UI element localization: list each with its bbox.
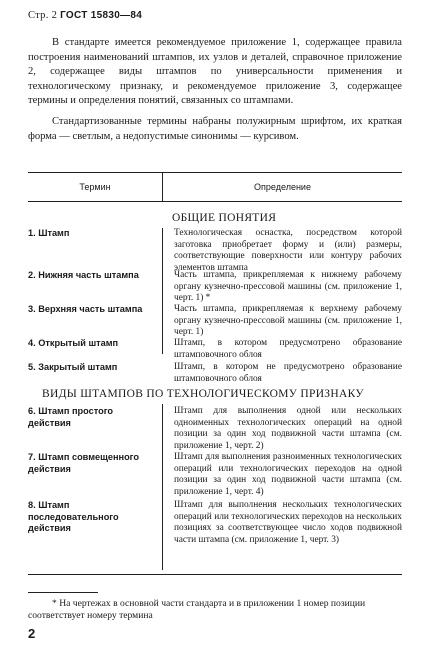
term-definition: Технологическая оснастка, посредством которой заготовка приобретает форму и (или) размеры, соответствующие поверхности или контуру рабочих элементов штампа [174, 228, 402, 273]
term-definition: Штамп для выполнения разноименных технологических операций или технологических переходов на одной позиции за один ход подвижной части штампа (см. приложение 1, черт. 4) [174, 452, 402, 497]
table-bottom-rule [28, 574, 402, 575]
term-name: 5. Закрытый штамп [28, 362, 118, 372]
term-definition: Штамп, в котором не предусмотрено образование штамповочного облоя [174, 362, 402, 384]
term-definition: Штамп для выполнения нескольких технологических операций или технологических переходов на нескольких позициях за соответствующее число ходов подвижной части штампа (см. приложение 1, черт. 3) [174, 500, 402, 545]
term-definition: Часть штампа, прикрепляемая к нижнему рабочему органу кузнечно-прессовой машины (см. приложение 1, черт. 1) * [174, 270, 402, 304]
term-name: 8. Штамп последовательного действия [28, 500, 119, 534]
page-header [28, 10, 142, 21]
section-title-types: ВИДЫ ШТАМПОВ ПО ТЕХНОЛОГИЧЕСКОМУ ПРИЗНАКУ [42, 388, 364, 400]
column-divider-general [162, 228, 163, 354]
term-name: 7. Штамп совмещенного действия [28, 452, 139, 474]
intro-text [28, 36, 402, 150]
table-header [28, 172, 402, 202]
term-definition: Часть штампа, прикрепляемая к верхнему рабочему органу кузнечно-прессовой машины (см. приложение 1, черт. 1) [174, 304, 402, 338]
term-definition: Штамп для выполнения одной или нескольких одноименных технологических операций на одной позиции за один ход подвижной части штампа (см. приложение 1, черт. 2) [174, 406, 402, 451]
intro-paragraph-2: Стандартизованные термины набраны полужирным шрифтом, их краткая форма — светлым, а недопустимые синонимы — курсивом. [28, 115, 402, 142]
term-name: 6. Штамп простого действия [28, 406, 114, 428]
term-name: 2. Нижняя часть штампа [28, 270, 139, 280]
page-label: Стр. 2 [28, 10, 58, 21]
term-name: 3. Верхняя часть штампа [28, 304, 143, 314]
term-name: 1. Штамп [28, 228, 70, 238]
section-title-general: ОБЩИЕ ПОНЯТИЯ [172, 212, 277, 224]
column-header-definition: Определение [254, 182, 311, 192]
intro-paragraph-1: В стандарте имеется рекомендуемое приложение 1, содержащее правила построения наименований штампов, их узлов и деталей, справочное приложение 2, содержащее виды штампов по универсальности применения и технологическому признаку, и рекомендуемое приложение 3, содержащее термины и определения понятий, связанных со штампами. [28, 37, 402, 107]
footnote: * На чертежах в основной части стандарта и в приложении 1 номер позиции соответствует номеру термина [28, 598, 366, 621]
term-name: 4. Открытый штамп [28, 338, 119, 348]
term-definition: Штамп, в котором предусмотрено образование штамповочного облоя [174, 338, 402, 360]
footnote-rule [28, 592, 98, 593]
page-number: 2 [28, 626, 36, 641]
column-header-term: Термин [79, 182, 111, 192]
column-divider-types [162, 404, 163, 570]
standard-code: ГОСТ 15830—84 [60, 10, 143, 21]
